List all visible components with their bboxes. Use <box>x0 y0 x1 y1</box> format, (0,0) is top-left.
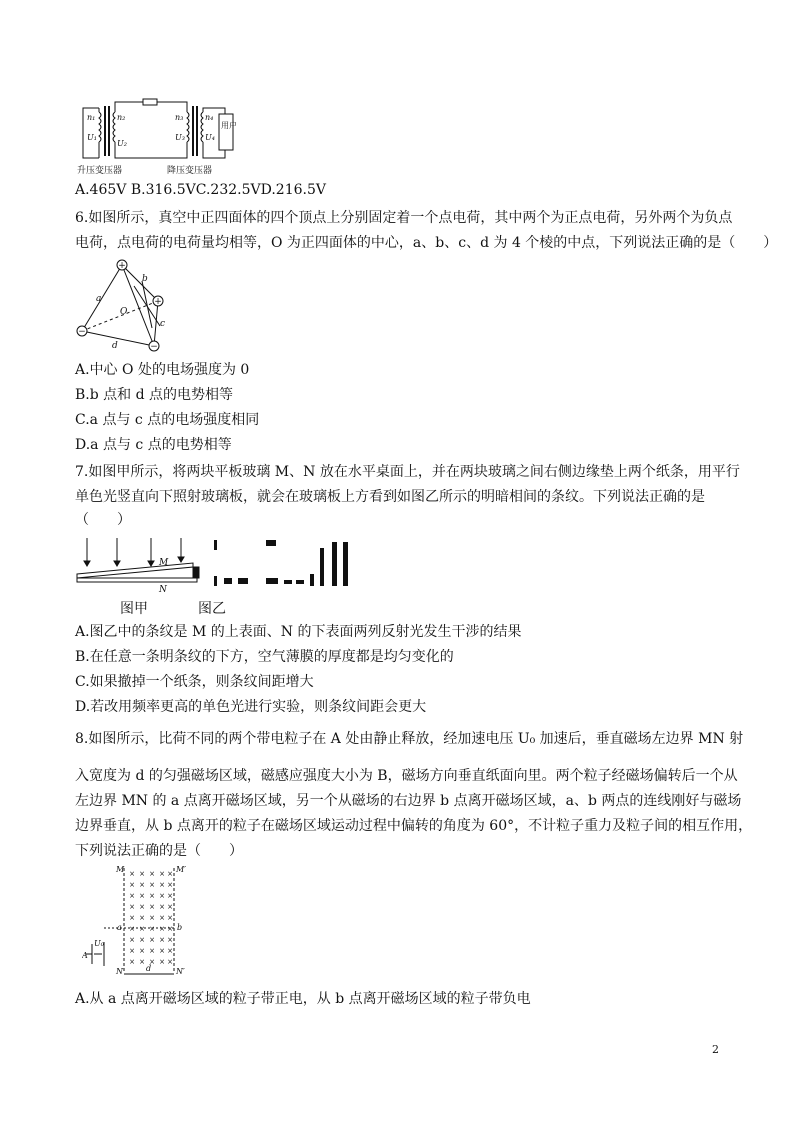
q6-option-b: B.b 点和 d 点的电势相等 <box>75 387 234 403</box>
field-cross: × <box>129 881 135 889</box>
caption-figure-a: 图甲 <box>120 601 148 617</box>
point-b-label: b <box>177 923 183 932</box>
boundary-n-prime: N′ <box>176 967 185 976</box>
field-cross: × <box>159 892 165 900</box>
field-cross: × <box>149 936 155 944</box>
q8-stem-line1: 8.如图所示，比荷不同的两个带电粒子在 A 处由静止释放，经加速电压 U₀ 加速后，垂直磁场左边界 MN 射 <box>75 731 744 747</box>
fringe-pattern <box>212 538 352 588</box>
field-cross: × <box>149 881 155 889</box>
caption-figure-b: 图乙 <box>198 601 226 617</box>
magnetic-field-diagram <box>82 862 197 980</box>
field-cross: × <box>129 936 135 944</box>
plate-n-label: N <box>159 585 167 594</box>
field-cross: × <box>129 914 135 922</box>
field-cross: × <box>167 892 173 900</box>
field-cross: × <box>149 947 155 955</box>
tetrahedron-diagram <box>72 256 182 354</box>
width-d-label: d <box>146 964 152 973</box>
field-cross: × <box>139 892 145 900</box>
q8-stem-line4: 边界垂直，从 b 点离开的粒子在磁场区域运动过程中偏转的角度为 60°，不计粒子重力及粒子间的相互作用， <box>75 818 753 834</box>
field-cross: × <box>139 914 145 922</box>
q8-stem-line2: 入宽度为 d 的匀强磁场区域，磁感应强度大小为 B，磁场方向垂直纸面向里。两个粒子经磁场偏转后一个从 <box>75 768 738 784</box>
field-cross: × <box>139 958 145 966</box>
boundary-n: N <box>116 967 123 976</box>
field-cross: × <box>167 914 173 922</box>
point-b: b <box>142 274 148 284</box>
field-cross: × <box>149 892 155 900</box>
point-a-label: a <box>117 923 122 932</box>
field-cross: × <box>159 925 165 933</box>
q7-stem-line2: 单色光竖直向下照射玻璃板，就会在玻璃板上方看到如图乙所示的明暗相间的条纹。下列说法正确的是 <box>75 489 705 505</box>
field-cross: × <box>129 958 135 966</box>
field-cross: × <box>159 936 165 944</box>
q6-option-d: D.a 点与 c 点的电势相等 <box>75 437 232 453</box>
point-a: a <box>96 294 102 304</box>
field-cross: × <box>129 925 135 933</box>
label-user: 用户 <box>221 121 237 130</box>
field-cross: × <box>159 947 165 955</box>
field-cross: × <box>129 870 135 878</box>
caption-step-up: 升压变压器 <box>77 166 123 176</box>
q6-stem-line1: 6.如图所示，真空中正四面体的四个顶点上分别固定着一个点电荷，其中两个为正点电荷，另外两个为负点 <box>75 210 733 226</box>
point-A-label: A <box>82 951 88 960</box>
q6-option-a: A.中心 O 处的电场强度为 0 <box>75 362 250 378</box>
q8-stem-line5: 下列说法正确的是（ ） <box>75 843 243 859</box>
field-cross: × <box>149 870 155 878</box>
field-cross: × <box>167 947 173 955</box>
q7-option-b: B.在任意一条明条纹的下方，空气薄膜的厚度都是均匀变化的 <box>75 649 454 665</box>
field-cross: × <box>139 903 145 911</box>
q8-option-a: A.从 a 点离开磁场区域的粒子带正电，从 b 点离开磁场区域的粒子带负电 <box>75 991 531 1007</box>
glass-plates-diagram <box>75 536 205 594</box>
field-cross: × <box>167 958 173 966</box>
boundary-m-prime: M′ <box>176 865 187 874</box>
q7-option-c: C.如果撤掉一个纸条，则条纹间距增大 <box>75 674 314 690</box>
field-cross: × <box>139 881 145 889</box>
q6-option-c: C.a 点与 c 点的电场强度相同 <box>75 412 260 428</box>
label-n2: n₂ <box>117 113 126 122</box>
q7-option-a: A.图乙中的条纹是 M 的上表面、N 的下表面两列反射光发生干涉的结果 <box>75 624 522 640</box>
field-cross: × <box>149 958 155 966</box>
voltage-u0: U₀ <box>94 939 104 948</box>
field-cross: × <box>139 925 145 933</box>
q5-options: A.465V B.316.5VC.232.5VD.216.5V <box>75 182 326 198</box>
label-u4: U₄ <box>205 133 215 142</box>
point-c: c <box>160 319 166 329</box>
q7-stem-line3: （ ） <box>75 512 131 528</box>
label-n4: n₄ <box>205 113 214 122</box>
label-n1: n₁ <box>87 113 96 122</box>
label-n3: n₃ <box>175 113 184 122</box>
field-cross: × <box>167 903 173 911</box>
label-u1: U₁ <box>87 133 97 142</box>
field-cross: × <box>149 914 155 922</box>
charge-plus-right: + <box>154 297 162 307</box>
field-cross: × <box>167 925 173 933</box>
q8-stem-line3: 左边界 MN 的 a 点离开磁场区域，另一个从磁场的右边界 b 点离开磁场区域，a、b 两点的连线刚好与磁场 <box>75 793 742 809</box>
field-cross: × <box>167 870 173 878</box>
field-cross: × <box>159 881 165 889</box>
field-cross: × <box>149 925 155 933</box>
field-cross: × <box>167 881 173 889</box>
boundary-m: M <box>116 865 125 874</box>
q7-stem-line1: 7.如图甲所示，将两块平板玻璃 M、N 放在水平桌面上，并在两块玻璃之间右侧边缘垫上两个纸条，用平行 <box>75 464 740 480</box>
field-cross: × <box>129 947 135 955</box>
field-cross: × <box>139 947 145 955</box>
page-number: 2 <box>712 1043 719 1056</box>
label-u3: U₃ <box>175 133 185 142</box>
field-cross: × <box>159 958 165 966</box>
field-cross: × <box>149 903 155 911</box>
field-cross: × <box>167 936 173 944</box>
charge-plus-top: + <box>118 261 126 271</box>
transformer-diagram <box>75 98 245 176</box>
q7-option-d: D.若改用频率更高的单色光进行实验，则条纹间距会更大 <box>75 699 427 715</box>
field-cross: × <box>159 914 165 922</box>
label-u2: U₂ <box>117 139 127 148</box>
field-cross: × <box>129 903 135 911</box>
plate-m-label: M <box>159 558 169 568</box>
point-o: O <box>120 307 128 317</box>
charge-minus-bottom: − <box>150 342 158 352</box>
field-cross: × <box>159 903 165 911</box>
caption-step-down: 降压变压器 <box>167 166 213 176</box>
point-d: d <box>112 341 118 351</box>
field-cross: × <box>139 936 145 944</box>
field-cross: × <box>129 892 135 900</box>
field-cross: × <box>139 870 145 878</box>
charge-minus-left: − <box>78 327 86 337</box>
field-cross: × <box>159 870 165 878</box>
q6-stem-line2: 电荷，点电荷的电荷量均相等，O 为正四面体的中心，a、b、c、d 为 4 个棱的中点，下列说法正确的是（ ） <box>75 235 778 251</box>
